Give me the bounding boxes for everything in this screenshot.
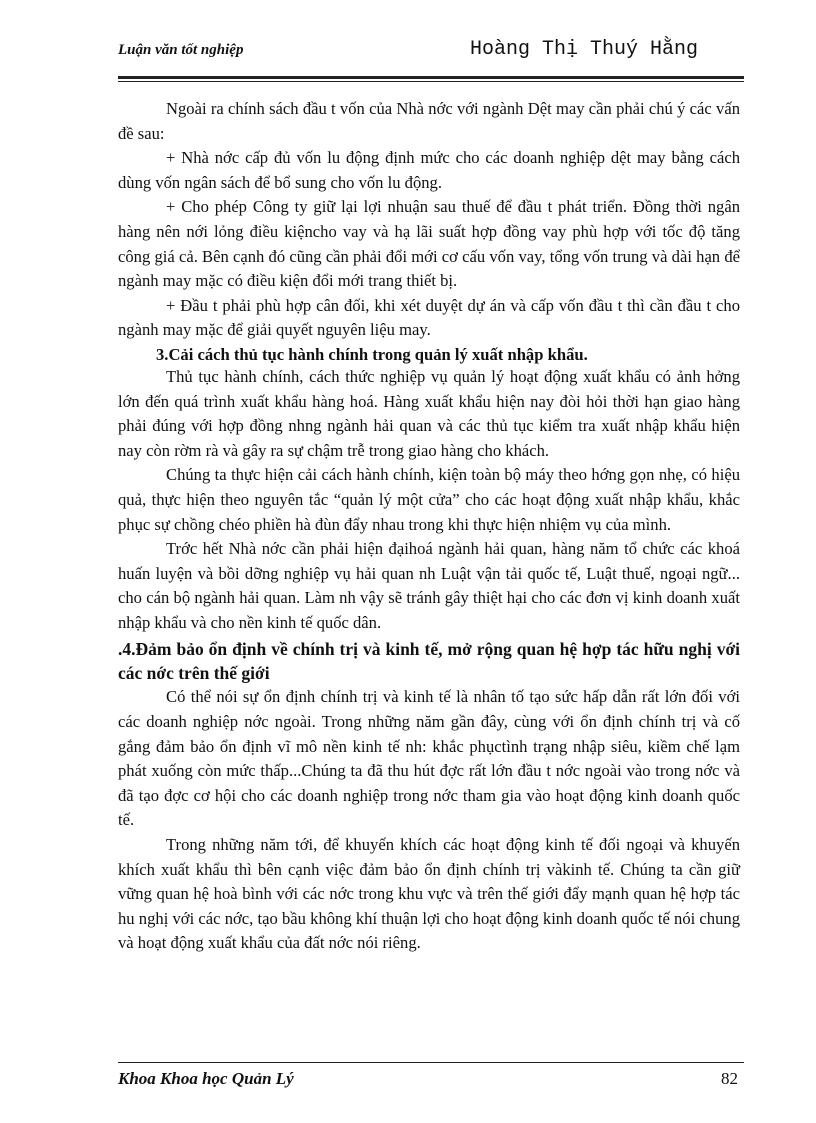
header-thesis-label: Luận văn tốt nghiệp xyxy=(118,42,244,58)
body-paragraph: Trong những năm tới, để khuyến khích các hoạt động kinh tế đối ngoại và khuyến khích xuất khẩu thì bên cạnh việc đảm bảo ổn định chính trị vàkinh tế. Chúng ta cần giữ vững quan hệ hoà bình với các nớc trong khu vực và trên thế giới đẩy mạnh quan hệ hợp tác hu nghị với các nớc, tạo bầu không khí thuận lợi cho hoạt động kinh doanh quốc tế nói chung và hoạt động xuất khẩu của đất nớc nói riêng. xyxy=(118,835,740,953)
body-paragraph: + Cho phép Công ty giữ lại lợi nhuận sau thuế để đầu t phát triển. Đồng thời ngân hàng nên nới lỏng điều kiệncho vay và hạ lãi suất hợp đồng vay phù hợp với tốc độ tăng công giá cả. Bên cạnh đó cũng cần phải đổi mới cơ cấu vốn vay, tổng vốn trung và dài hạn để ngành may mặc có điều kiện đổi mới trang thiết bị. xyxy=(118,197,740,291)
body-paragraph: + Nhà nớc cấp đủ vốn lu động định mức cho các doanh nghiệp dệt may bằng cách dùng vốn ngân sách để bổ sung cho vốn lu động. xyxy=(118,148,740,192)
section-heading: .4.Đảm bảo ổn định về chính trị và kinh tế, mở rộng quan hệ hợp tác hữu nghị với các nớc trên thế giới xyxy=(118,639,740,684)
page-header xyxy=(118,38,744,78)
header-rule xyxy=(118,76,744,79)
page-number: 82 xyxy=(721,1069,738,1088)
header-author-name: Hoàng Thị Thuý Hằng xyxy=(469,38,698,61)
body-paragraph: + Đầu t phải phù hợp cân đối, khi xét duyệt dự án và cấp vốn đầu t thì cần đầu t cho ngành may mặc để giải quyết nguyên liệu may. xyxy=(118,295,740,340)
body-paragraph: Thủ tục hành chính, cách thức nghiệp vụ quản lý hoạt động xuất khẩu có ảnh hởng lớn đến quá trình xuất khẩu hàng hoá. Hàng xuất khẩu hiện nay đòi hỏi thời hạn giao hàng phải đúng với hợp đồng nhng ngành hải quan và các thủ tục kiểm tra xuất nhập khẩu hiện nay còn rờm rà và gây ra sự chậm trễ trong giao hàng cho khách. xyxy=(118,366,740,460)
document-body xyxy=(118,97,740,956)
header-rule-thin xyxy=(118,81,744,82)
footer-faculty: Khoa Khoa học Quản Lý xyxy=(118,1069,294,1088)
body-paragraph: Có thể nói sự ổn định chính trị và kinh tế là nhân tố tạo sức hấp dẫn rất lớn đối với các doanh nghiệp nớc ngoài. Trong những năm gần đây, cùng với ổn định chính trị và cố gắng đảm bảo ổn định vĩ mô nền kinh tế nh: khắc phụctình trạng nhập siêu, kiềm chế lạm phát xuống còn mức thấp...Chúng ta đã thu hút đợc rất lớn đầu t nớc ngoài vào trong nớc và đã tạo đợc cơ hội cho các doanh nghiệp trong nớc tham gia vào hoạt động kinh doanh quốc tế. xyxy=(118,687,740,830)
body-paragraph: Ngoài ra chính sách đầu t vốn của Nhà nớc với ngành Dệt may cần phải chú ý các vấn đề sau: xyxy=(118,99,740,143)
body-paragraph: Chúng ta thực hiện cải cách hành chính, kiện toàn bộ máy theo hớng gọn nhẹ, có hiệu quả, thực hiện theo nguyên tắc “quản lý một cửa” cho các hoạt động xuất nhập khẩu, khắc phục sự chồng chéo phiền hà đùn đẩy nhau trong khi thực hiện nhiệm vụ của mình. xyxy=(118,465,740,534)
footer-rule xyxy=(118,1062,744,1063)
section-heading: 3.Cải cách thủ tục hành chính trong quản lý xuất nhập khẩu. xyxy=(156,344,588,364)
body-paragraph: Trớc hết Nhà nớc cần phải hiện đạihoá ngành hải quan, hàng năm tổ chức các khoá huấn luyện và bồi dỡng nghiệp vụ hải quan nh Luật vận tải quốc tế, Luật thuế, ngoại ngữ... cho cán bộ ngành hải quan. Làm nh vậy sẽ tránh gây thiệt hại cho các đơn vị kinh doanh xuất nhập khẩu và cho nền kinh tế quốc dân. xyxy=(118,539,740,632)
